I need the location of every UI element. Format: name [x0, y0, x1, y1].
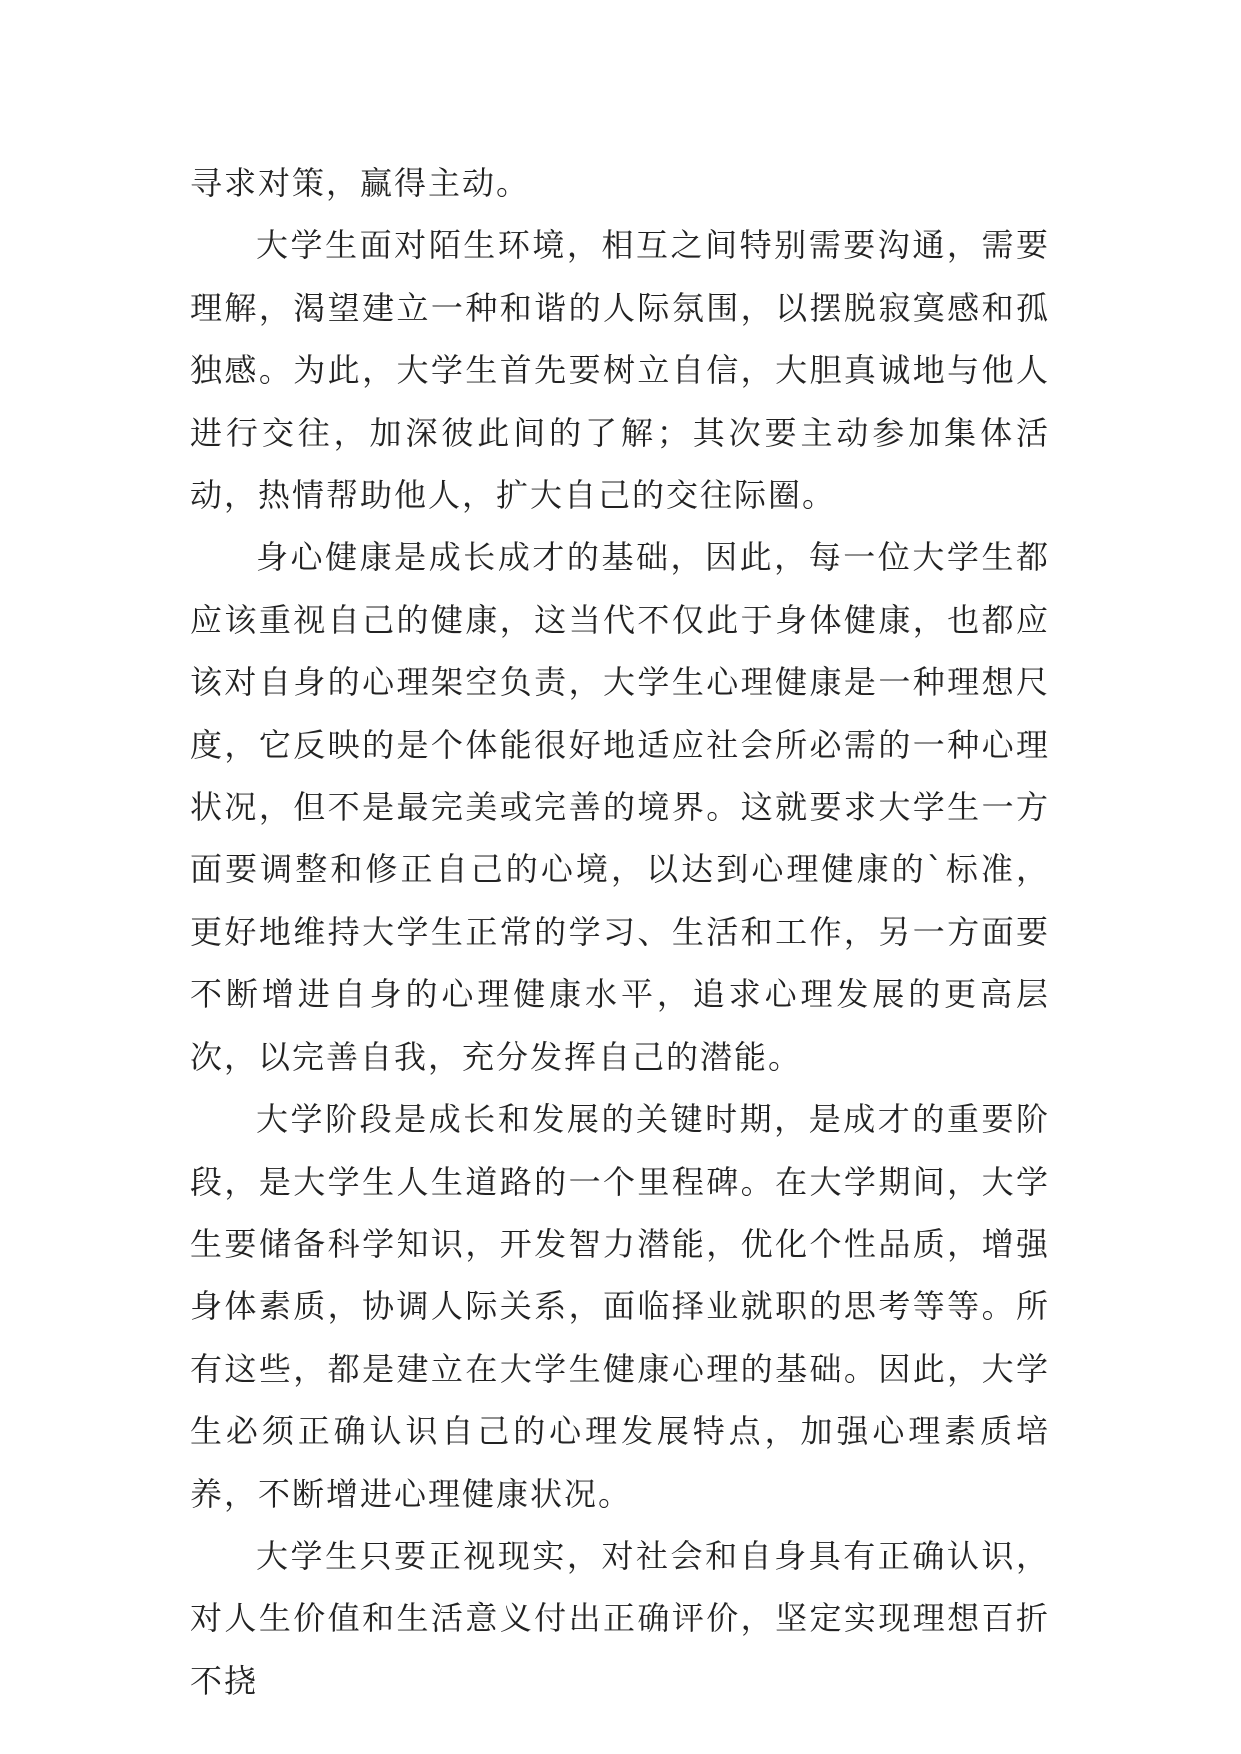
paragraph-5: 大学生只要正视现实，对社会和自身具有正确认识，对人生价值和生活意义付出正确评价，坚定实现理想百折不挠 [190, 1536, 1050, 1700]
document-body [190, 152, 1050, 1712]
paragraph-2: 大学生面对陌生环境，相互之间特别需要沟通，需要理解，渴望建立一种和谐的人际氛围，以摆脱寂寞感和孤独感。为此，大学生首先要树立自信，大胆真诚地与他人进行交往，加深彼此间的了解；其次要主动参加集体活动，热情帮助他人，扩大自己的交往际圈。 [190, 226, 1050, 515]
paragraph-1: 寻求对策，赢得主动。 [190, 164, 531, 202]
paragraph-3: 身心健康是成长成才的基础，因此，每一位大学生都应该重视自己的健康，这当代不仅此于身体健康，也都应该对自身的心理架空负责，大学生心理健康是一种理想尺度，它反映的是个体能很好地适应社会所必需的一种心理状况，但不是最完美或完善的境界。这就要求大学生一方面要调整和修正自己的心境，以达到心理健康的`标准，更好地维持大学生正常的学习、生活和工作，另一方面要不断增进自身的心理健康水平，追求心理发展的更高层次，以完善自我，充分发挥自己的潜能。 [190, 538, 1050, 1076]
paragraph-4: 大学阶段是成长和发展的关键时期，是成才的重要阶段，是大学生人生道路的一个里程碑。在大学期间，大学生要储备科学知识，开发智力潜能，优化个性品质，增强身体素质，协调人际关系，面临择业就职的思考等等。所有这些，都是建立在大学生健康心理的基础。因此，大学生必须正确认识自己的心理发展特点，加强心理素质培养，不断增进心理健康状况。 [190, 1100, 1050, 1513]
